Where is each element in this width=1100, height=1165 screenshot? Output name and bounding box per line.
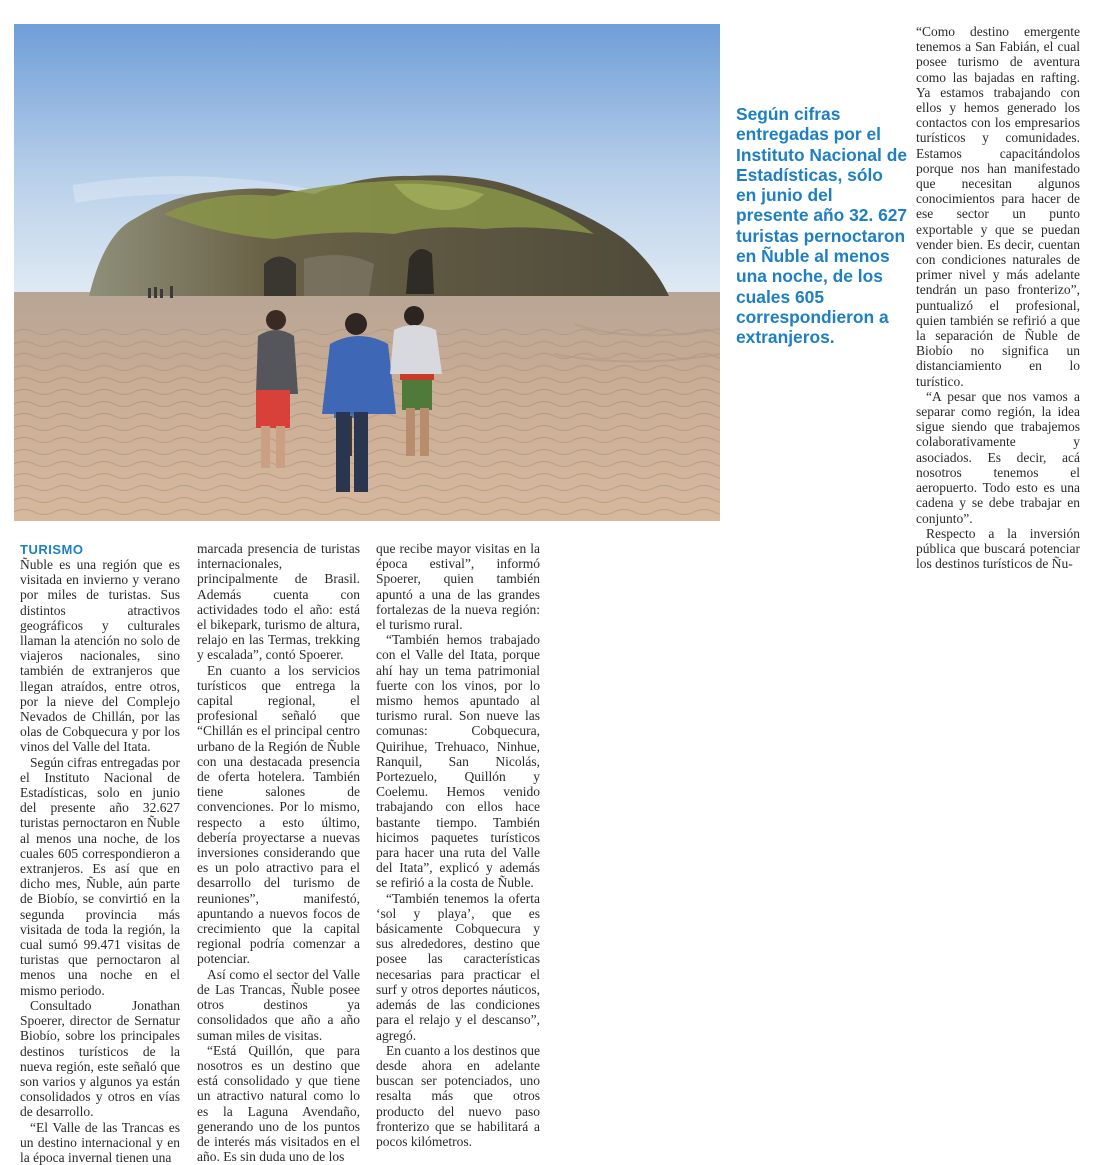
article-column-1 xyxy=(20,557,180,1165)
article-photo xyxy=(14,24,720,521)
article-column-2 xyxy=(197,541,360,1164)
paragraph: Consultado Jonathan Spoerer, director de Sernatur Biobío, sobre los principales destinos turísticos de la nueva región, este señaló que son varios y algunos ya están consolidados y otros en vías de desarrollo. xyxy=(20,997,180,1120)
article-column-right xyxy=(916,24,1080,571)
paragraph: En cuanto a los destinos que desde ahora en adelante buscan ser potenciados, uno resalta más que otros producto del nuevo paso fronterizo que se habilitará a pocos kilómetros. xyxy=(376,1042,540,1149)
paragraph: “También tenemos la oferta ‘sol y playa’, que es básicamente Cobquecura y sus alrededores, destino que posee las características necesarias para practicar el surf y otros deportes náuticos, además de las condiciones para el relajo y el descanso”, agregó. xyxy=(376,890,540,1043)
paragraph: “También hemos trabajado con el Valle del Itata, porque ahí hay un tema patrimonial fuerte con los vinos, por lo mismo hemos apuntado al turismo rural. Son nueve las comunas: Cobquecura, Quirihue, Trehuaco, Ninhue, Ranquil, San Nicolás, Portezuelo, Quillón y Coelemu. Hemos venido trabajando con ellos hace bastante tiempo. También hicimos paquetes turísticos para hacer una ruta del Valle del Itata”, explicó y además se refirió a la costa de Ñuble. xyxy=(376,632,540,891)
article-column-3 xyxy=(376,541,540,1149)
paragraph: “El Valle de las Trancas es un destino internacional y en la época invernal tienen una xyxy=(20,1119,180,1165)
paragraph: En cuanto a los servicios turísticos que entrega la capital regional, el profesional señaló que “Chillán es el principal centro urbano de la Región de Ñuble con una destacada presencia de oferta hotelera. También tiene salones de convenciones. Por lo mismo, respecto a esto último, debería proyectarse a nuevas inversiones considerando que es un polo atractivo para el desarrollo del turismo de reuniones”, manifestó, apuntando a nuevos focos de crecimiento que la capital regional podría comenzar a potenciar. xyxy=(197,662,360,967)
paragraph: “Como destino emergente tenemos a San Fabián, el cual posee turismo de aventura como las bajadas en rafting. Ya estamos trabajando con ellos y hemos generado los contactos con los empresarios turísticos y comunidades. Estamos capacitándolos porque nos han manifestado que necesitan algunos conocimientos para hacer de ese sector un punto exportable y que se puedan vender bien. Es decir, cuentan con condiciones naturales de primer nivel y más adelante tendrán un paso fronterizo”, puntualizó el profesional, quien también se refirió a que la separación de Ñuble de Biobío no significa un distanciamiento en lo turístico. xyxy=(916,24,1080,389)
paragraph: marcada presencia de turistas internacionales, principalmente de Brasil. Además cuenta con actividades todo el año: está el bikepark, turismo de altura, relajo en las Termas, trekking y escalada”, contó Spoerer. xyxy=(197,541,360,663)
paragraph: Respecto a la inversión pública que buscará potenciar los destinos turísticos de Ñu- xyxy=(916,525,1080,572)
paragraph: Ñuble es una región que es visitada en invierno y verano por miles de turistas. Sus distintos atractivos geográficos y culturales llaman la atención no solo de viajeros nacionales, sino también de extranjeros que llegan atraídos, entre otros, por la nieve del Complejo Nevados de Chillán, por las olas de Cobquecura y por los vinos del Valle del Itata. xyxy=(20,557,180,755)
paragraph: “Está Quillón, que para nosotros es un destino que está consolidado y que tiene un atractivo natural como lo es la Laguna Avendaño, generando uno de los puntos de interés más visitados en el año. Es sin duda uno de los xyxy=(197,1042,360,1165)
paragraph: Según cifras entregadas por el Instituto Nacional de Estadísticas, solo en junio del presente año 32.627 turistas pernoctaron en Ñuble al menos una noche, de los cuales 605 correspondieron a extranjeros. Es así que en dicho mes, Ñuble, aún parte de Biobío, se convirtió en la segunda provincia más visitada de toda la región, la cual sumó 99.471 visitas de turistas que pernoctaron al menos una noche en el mismo periodo. xyxy=(20,754,180,998)
paragraph: que recibe mayor visitas en la época estival”, informó Spoerer, quien también apuntó a una de las grandes fortalezas de la nueva región: el turismo rural. xyxy=(376,541,540,633)
beach-rock-photo xyxy=(14,24,720,521)
pull-quote: Según cifras entregadas por el Instituto Nacional de Estadísticas, sólo en junio del presente año 32. 627 turistas pernoctaron en Ñuble al menos una noche, de los cuales 605 correspondieron a extranjeros. xyxy=(736,104,908,348)
section-label: TURISMO xyxy=(20,542,84,557)
paragraph: “A pesar que nos vamos a separar como región, la idea sigue siendo que trabajemos colaborativamente y asociados. Es decir, acá nosotros tenemos el aeropuerto. Todo esto es una cadena y se debe trabajar en conjunto”. xyxy=(916,388,1080,526)
paragraph: Así como el sector del Valle de Las Trancas, Ñuble posee otros destinos ya consolidados que año a año suman miles de visitas. xyxy=(197,966,360,1043)
